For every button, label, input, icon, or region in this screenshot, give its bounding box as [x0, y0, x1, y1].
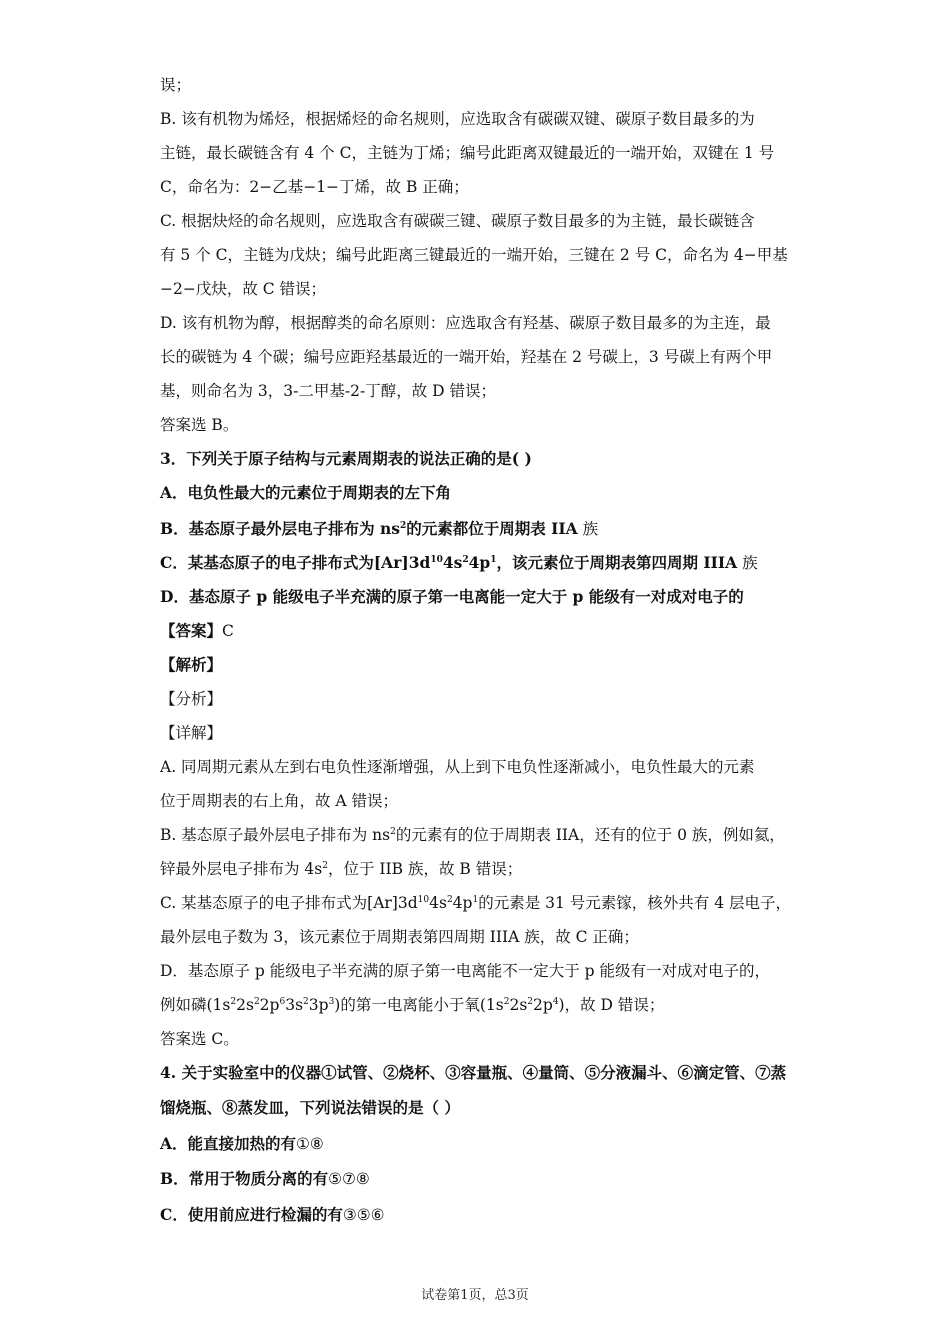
text-line: −2−戊炔，故 C 错误； — [160, 280, 327, 298]
text-span: )，故 D 错误； — [558, 995, 665, 1014]
text-line — [160, 858, 800, 880]
superscript: 2 — [253, 996, 260, 1007]
option-text: 族 — [737, 553, 758, 572]
text-span: 2p — [533, 995, 553, 1014]
document-body — [160, 74, 800, 1226]
text-span: 3s — [285, 995, 304, 1014]
text-line: 最外层电子数为 3，该元素位于周期表第四周期 IIIA 族，故 C 正确； — [160, 927, 639, 946]
superscript: 2 — [462, 554, 469, 565]
answer-line — [160, 620, 800, 642]
page-footer: 试卷第1页，总3页 — [421, 1288, 529, 1303]
superscript: 2 — [230, 996, 237, 1007]
question-3-option-a: A．电负性最大的元素位于周期表的左下角 — [160, 483, 452, 502]
text-span: 3p — [308, 995, 329, 1014]
option-text: B．基态原子最外层电子排布为 ns — [160, 518, 400, 538]
text-line: C，命名为：2−乙基−1−丁烯，故 B 正确； — [160, 178, 469, 196]
question-4-option-b — [160, 1168, 800, 1190]
text-line: 答案选 C。 — [160, 1029, 239, 1048]
text-span: 4p — [452, 893, 473, 912]
option-text: 族 — [577, 519, 599, 538]
analysis-label: 【解析】 — [160, 654, 223, 674]
superscript: 3 — [328, 996, 335, 1007]
option-text: ，该元素位于周期表第四周期 IIIA — [496, 552, 738, 572]
text-line: 基，则命名为 3，3-二甲基-2-丁醇，故 D 错误； — [160, 382, 497, 400]
text-span: ，位于 IIB 族，故 B 错误； — [327, 859, 523, 878]
text-span: B. 基态原子最外层电子排布为 ns — [160, 825, 391, 844]
text-line — [160, 824, 800, 846]
superscript: 2 — [503, 996, 510, 1007]
superscript: 10 — [417, 894, 430, 905]
question-4-option-a — [160, 1133, 800, 1155]
text-span: 2s — [236, 995, 254, 1014]
text-span: C. 某基态原子的电子排布式为[Ar]3d — [160, 893, 418, 912]
option-items: ⑤⑦⑧ — [328, 1170, 370, 1188]
superscript: 6 — [279, 996, 286, 1007]
option-text: 的元素都位于周期表 IIA — [406, 518, 578, 538]
text-span: 锌最外层电子排布为 4s — [160, 859, 323, 878]
question-3-option-b — [160, 518, 800, 540]
text-span: 的元素是 31 号元素镓，核外共有 4 层电子， — [478, 893, 791, 912]
question-4-stem: 馏烧瓶、⑧蒸发皿，下列说法错误的是（ ） — [160, 1098, 460, 1117]
superscript: 2 — [446, 894, 453, 905]
text-line: 答案选 B。 — [160, 416, 239, 434]
text-span: 例如磷(1s — [160, 995, 231, 1014]
text-line — [160, 994, 800, 1016]
text-line: B. 该有机物为烯烃，根据烯烃的命名规则，应选取含有碳碳双键、碳原子数目最多的为 — [160, 110, 755, 128]
text-line: C. 根据炔烃的命名规则，应选取含有碳碳三键、碳原子数目最多的为主链，最长碳链含 — [160, 212, 755, 230]
text-line: D．基态原子 p 能级电子半充满的原子第一电离能不一定大于 p 能级有一对成对电子的， — [160, 961, 770, 980]
option-items: ③⑤⑥ — [342, 1205, 385, 1224]
text-line: A. 同周期元素从左到右电负性逐渐增强，从上到下电负性逐渐减小，电负性最大的元素 — [160, 757, 755, 776]
text-line: 主链，最长碳链含有 4 个 C，主链为丁烯；编号此距离双键最近的一端开始，双键在 1 号 — [160, 144, 775, 162]
fenxi-label: 【分析】 — [160, 689, 223, 708]
superscript: 10 — [430, 554, 443, 565]
question-4-stem: 4. 关于实验室中的仪器①试管、②烧杯、③容量瓶、④量筒、⑤分液漏斗、⑥滴定管、⑦蒸 — [160, 1062, 787, 1082]
option-text: C．某基态原子的电子排布式为[Ar]3d — [160, 552, 431, 572]
option-text: B．常用于物质分离的有 — [160, 1169, 329, 1188]
text-span: 4s — [429, 893, 447, 912]
text-span: 2p — [259, 995, 280, 1014]
text-span: 的元素有的位于周期表 IIA，还有的位于 0 族，例如氦， — [395, 825, 785, 844]
superscript: 4 — [552, 996, 559, 1007]
superscript: 1 — [490, 554, 497, 565]
question-4-option-c — [160, 1204, 800, 1226]
option-text: 4p — [468, 552, 491, 572]
text-line: 长的碳链为 4 个碳；编号应距羟基最近的一端开始，羟基在 2 号碳上，3 号碳上有两个甲 — [160, 348, 773, 366]
question-3-option-c — [160, 552, 800, 574]
detail-label: 【详解】 — [160, 723, 223, 742]
text-span: 2s — [509, 995, 528, 1014]
text-line — [160, 892, 800, 914]
superscript: 2 — [400, 520, 407, 531]
question-3-option-d: D．基态原子 p 能级电子半充满的原子第一电离能一定大于 p 能级有一对成对电子的 — [160, 586, 744, 606]
text-line: D. 该有机物为醇，根据醇类的命名原则：应选取含有羟基、碳原子数目最多的为主连，最 — [160, 314, 771, 332]
text-line: 位于周期表的右上角，故 A 错误； — [160, 791, 399, 810]
option-text: A．能直接加热的有 — [160, 1133, 297, 1153]
question-3-stem: 3．下列关于原子结构与元素周期表的说法正确的是( ) — [160, 449, 532, 468]
superscript: 2 — [527, 996, 534, 1007]
superscript: 2 — [303, 996, 309, 1007]
answer-label: 【答案】 — [160, 620, 223, 640]
option-text: 4s — [442, 552, 463, 572]
superscript: 1 — [472, 894, 479, 905]
superscript: 2 — [322, 860, 328, 871]
text-line: 误； — [160, 76, 192, 94]
text-span: )的第一电离能小于氧(1s — [334, 995, 504, 1014]
text-line: 有 5 个 C，主链为戊炔；编号此距离三键最近的一端开始，三键在 2 号 C，命名为 4−甲基 — [160, 246, 788, 264]
option-items: ①⑧ — [296, 1134, 324, 1153]
option-text: C．使用前应进行检漏的有 — [160, 1204, 343, 1224]
answer-value: C — [222, 621, 234, 640]
superscript: 2 — [390, 826, 396, 837]
